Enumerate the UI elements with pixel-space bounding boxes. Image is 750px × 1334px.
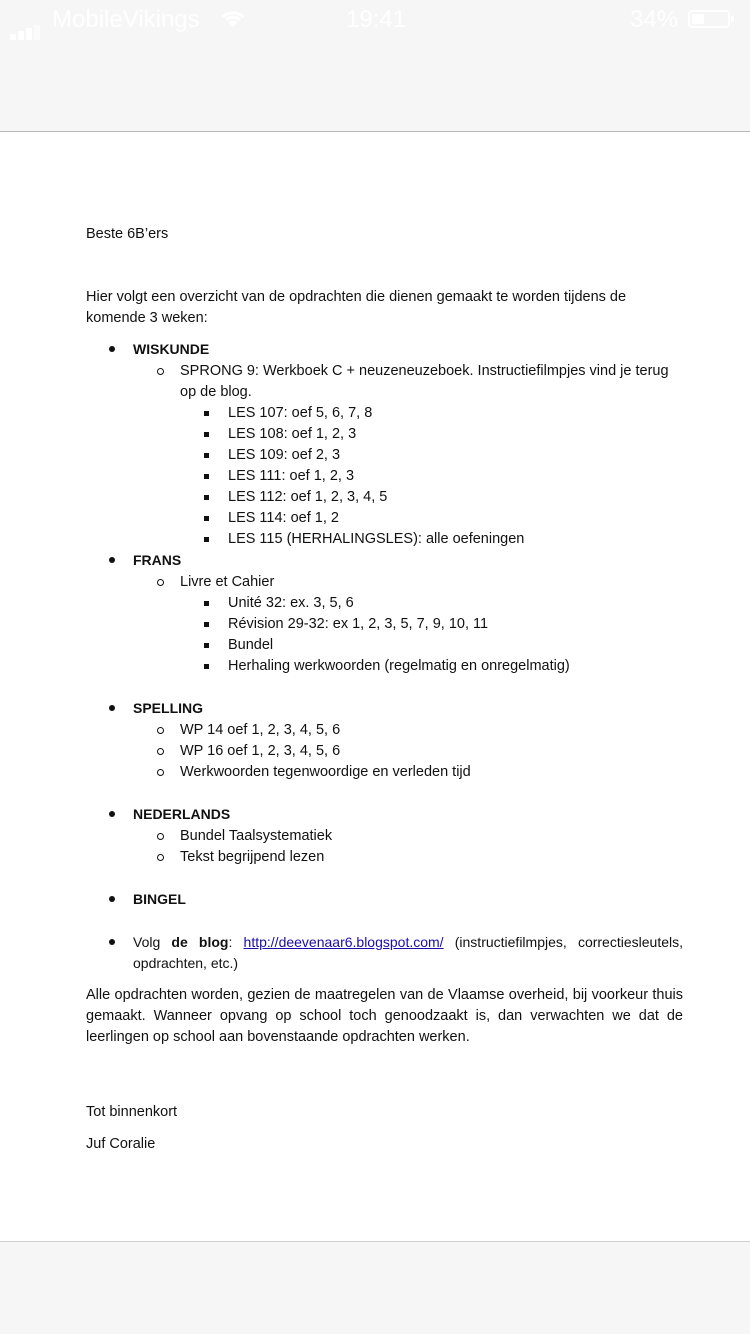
subject-title: BINGEL [133,891,186,907]
closing: Tot binnenkort [86,1104,178,1120]
nederlands-sublist [133,826,683,868]
spelling-sublist [133,720,683,783]
list-item: LES 108: oef 1, 2, 3 [180,424,683,445]
list-item-text: SPRONG 9: Werkboek C + neuzeneuzeboek. Instructiefilmpjes vind je terug op de blog. [180,363,669,400]
list-item: Bundel Taalsystematiek [133,826,683,847]
list-item: LES 114: oef 1, 2 [180,508,683,529]
list-item: LES 115 (HERHALINGSLES): alle oefeningen [180,529,683,550]
blog-link[interactable]: http://deevenaar6.blogspot.com/ [243,934,444,950]
subject-nederlands [86,804,683,868]
battery-icon [688,10,730,28]
list-item: Herhaling werkwoorden (regelmatig en onregelmatig) [180,656,683,677]
list-item: LES 109: oef 2, 3 [180,445,683,466]
list-item: Révision 29-32: ex 1, 2, 3, 5, 7, 9, 10, 11 [180,614,683,635]
list-item: LES 107: oef 5, 6, 7, 8 [180,403,683,424]
wiskunde-lessons [180,403,683,550]
status-bar [0,0,750,40]
subject-wiskunde [86,339,683,550]
subject-bingel [86,889,683,911]
greeting: Beste 6B’ers [86,226,169,242]
list-item: LES 112: oef 1, 2, 3, 4, 5 [180,487,683,508]
list-item: Tekst begrijpend lezen [133,847,683,868]
list-item-text: Livre et Cahier [180,574,275,590]
document-page[interactable] [0,132,750,1241]
clock: 19:41 [346,6,407,33]
subject-spelling [86,698,683,783]
list-item [133,572,683,677]
battery-percentage: 34% [630,6,679,33]
blog-colon: : [228,934,233,950]
list-item [133,361,683,550]
frans-exercises [180,593,683,677]
list-item: Unité 32: ex. 3, 5, 6 [180,593,683,614]
list-item: WP 16 oef 1, 2, 3, 4, 5, 6 [133,741,683,762]
intro-text: Hier volgt een overzicht van de opdrachten die dienen gemaakt te worden tijdens de komende 3 weken: [86,289,627,326]
list-item: LES 111: oef 1, 2, 3 [180,466,683,487]
subject-title: SPELLING [133,700,204,716]
blog-prefix: Volg [133,934,161,950]
subject-title: FRANS [133,552,182,568]
notice-paragraph: Alle opdrachten worden, gezien de maatregelen van de Vlaamse overheid, bij voorkeur thuis gemaakt. Wanneer opvang op school toch genoodzaakt is, dan verwachten we dat de leerlingen op school aan bovenstaande opdrachten werken. [86,987,683,1045]
list-item: WP 14 oef 1, 2, 3, 4, 5, 6 [133,720,683,741]
subject-frans [86,550,683,677]
blog-suffix: (instructiefilmpjes, correctiesleutels, opdrachten, etc.) [133,934,683,971]
signature: Juf Coralie [86,1136,156,1152]
battery-fill [692,14,704,24]
list-item: Bundel [180,635,683,656]
subject-list [86,339,683,974]
battery-nub [731,16,734,22]
frans-sublist [133,572,683,677]
wifi-icon [218,6,248,37]
subject-title: NEDERLANDS [133,806,231,822]
list-item: Werkwoorden tegenwoordige en verleden tijd [133,762,683,783]
letter [86,224,683,1155]
bottom-divider [0,1241,750,1242]
blog-item [86,932,683,974]
carrier-name: MobileVikings [52,6,200,33]
subject-title: WISKUNDE [133,341,210,357]
blog-bold: de blog [171,934,229,950]
cellular-signal-icon [10,12,42,30]
wiskunde-sublist [133,361,683,550]
